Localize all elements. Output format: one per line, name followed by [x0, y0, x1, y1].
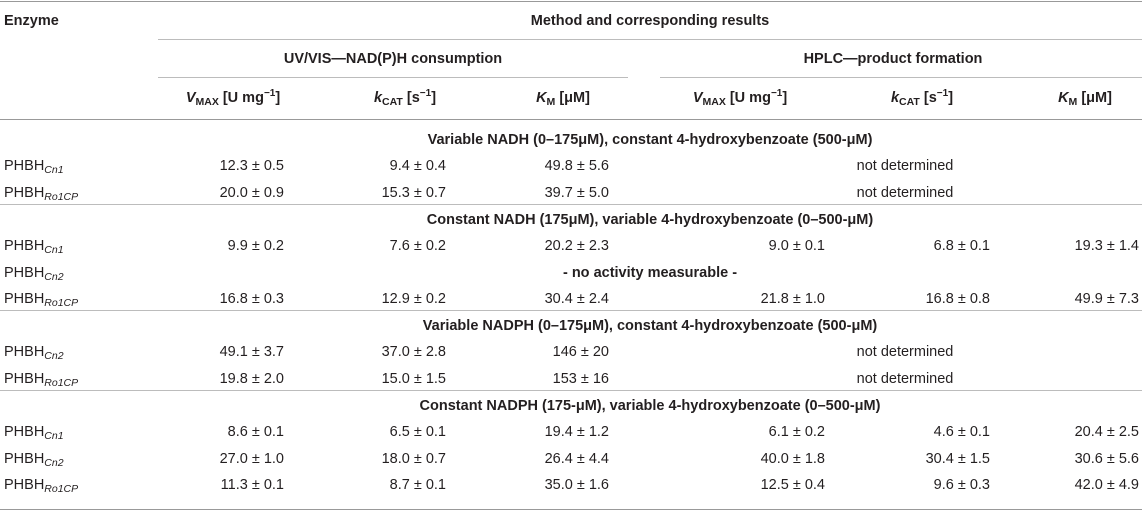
enzyme-base: PHBH	[4, 185, 45, 201]
enzyme-subscript: Cn1	[44, 244, 64, 256]
enzyme-subscript: Ro1CP	[44, 297, 79, 309]
method-header: Method and corresponding results	[530, 13, 770, 29]
col-unit: [μM]	[555, 90, 590, 106]
hplc-underline	[660, 77, 1142, 78]
table-cell: 9.0 ± 0.1	[768, 238, 825, 254]
bottom-rule	[0, 509, 1142, 510]
table-cell: 15.0 ± 1.5	[381, 371, 446, 387]
table-cell: 16.8 ± 0.8	[925, 291, 990, 307]
table-cell: 9.4 ± 0.4	[389, 158, 446, 174]
col-superscript: −1	[263, 88, 276, 99]
section-heading: Constant NADPH (175-μM), variable 4-hydroxybenzoate (0–500-μM)	[419, 398, 881, 414]
enzyme-name	[4, 343, 64, 361]
table-cell: 27.0 ± 1.0	[219, 451, 284, 467]
hplc-header: HPLC—product formation	[803, 51, 983, 67]
col-header-km-uv	[536, 89, 590, 107]
section-heading: Variable NADPH (0–175μM), constant 4-hydroxybenzoate (500-μM)	[422, 318, 878, 334]
col-symbol: k	[373, 90, 383, 106]
table-cell: 19.3 ± 1.4	[1074, 238, 1139, 254]
not-determined-note: not determined	[856, 185, 954, 201]
col-subscript: MAX	[195, 96, 219, 108]
table-cell: 16.8 ± 0.3	[219, 291, 284, 307]
table-cell: 12.9 ± 0.2	[381, 291, 446, 307]
table-cell: 49.9 ± 7.3	[1074, 291, 1139, 307]
table-cell: 18.0 ± 0.7	[381, 451, 446, 467]
enzyme-header: Enzyme	[4, 13, 59, 29]
table-cell: 4.6 ± 0.1	[933, 424, 990, 440]
table-cell: 39.7 ± 5.0	[544, 185, 609, 201]
table-cell: 9.9 ± 0.2	[227, 238, 284, 254]
enzyme-name	[4, 264, 64, 282]
enzyme-name	[4, 476, 78, 494]
col-subscript: CAT	[899, 96, 920, 108]
table-cell: 20.0 ± 0.9	[219, 185, 284, 201]
col-unit-close: ]	[782, 90, 788, 106]
col-header-kcat-hplc	[891, 89, 953, 107]
col-symbol: K	[536, 90, 547, 106]
enzyme-base: PHBH	[4, 158, 45, 174]
col-superscript: −1	[936, 88, 949, 99]
col-header-vmax-uv	[186, 89, 280, 107]
table-cell: 8.6 ± 0.1	[227, 424, 284, 440]
not-determined-note: not determined	[856, 371, 954, 387]
table-cell: 20.2 ± 2.3	[544, 238, 609, 254]
method-underline	[158, 39, 1142, 40]
enzyme-subscript: Ro1CP	[44, 377, 79, 389]
col-unit-close: ]	[275, 90, 281, 106]
top-rule	[0, 1, 1142, 2]
col-subscript: CAT	[382, 96, 403, 108]
enzyme-subscript: Ro1CP	[44, 483, 79, 495]
section-heading: Variable NADH (0–175μM), constant 4-hydroxybenzoate (500-μM)	[427, 132, 873, 148]
enzyme-subscript: Cn2	[44, 457, 64, 469]
table-cell: 30.6 ± 5.6	[1074, 451, 1139, 467]
enzyme-base: PHBH	[4, 424, 45, 440]
section-rule	[0, 390, 1142, 391]
table-cell: 30.4 ± 1.5	[925, 451, 990, 467]
col-superscript: −1	[419, 88, 432, 99]
enzyme-name	[4, 423, 64, 441]
table-cell: 49.1 ± 3.7	[219, 344, 284, 360]
table-cell: 49.8 ± 5.6	[544, 158, 609, 174]
section-heading: Constant NADH (175μM), variable 4-hydroxybenzoate (0–500-μM)	[426, 212, 874, 228]
table-cell: 42.0 ± 4.9	[1074, 477, 1139, 493]
col-subscript: M	[1068, 96, 1078, 108]
col-unit-close: ]	[948, 90, 954, 106]
table-cell: 6.8 ± 0.1	[933, 238, 990, 254]
enzyme-name	[4, 184, 78, 202]
table-cell: 30.4 ± 2.4	[544, 291, 609, 307]
enzyme-base: PHBH	[4, 265, 45, 281]
table-cell: 12.5 ± 0.4	[760, 477, 825, 493]
col-header-kcat-uv	[374, 89, 436, 107]
header-rule	[0, 119, 1142, 120]
col-header-km-hplc	[1058, 89, 1112, 107]
enzyme-subscript: Cn2	[44, 271, 64, 283]
enzyme-base: PHBH	[4, 238, 45, 254]
enzyme-subscript: Cn1	[44, 430, 64, 442]
col-unit: [U mg	[725, 90, 771, 106]
enzyme-name	[4, 237, 64, 255]
table-cell: 153 ± 16	[552, 371, 609, 387]
table-cell: 19.4 ± 1.2	[544, 424, 609, 440]
col-header-vmax-hplc	[693, 89, 787, 107]
table-cell: 15.3 ± 0.7	[381, 185, 446, 201]
enzyme-base: PHBH	[4, 344, 45, 360]
section-rule	[0, 310, 1142, 311]
enzyme-name	[4, 370, 78, 388]
table-cell: 40.0 ± 1.8	[760, 451, 825, 467]
table-cell: 6.1 ± 0.2	[768, 424, 825, 440]
col-unit: [s	[402, 90, 420, 106]
enzyme-base: PHBH	[4, 291, 45, 307]
table-cell: 8.7 ± 0.1	[389, 477, 446, 493]
table-cell: 11.3 ± 0.1	[220, 477, 284, 493]
col-unit: [U mg	[218, 90, 264, 106]
uvvis-underline	[158, 77, 628, 78]
enzyme-subscript: Ro1CP	[44, 191, 79, 203]
col-unit-close: ]	[431, 90, 437, 106]
uvvis-header: UV/VIS—NAD(P)H consumption	[283, 51, 503, 67]
table-cell: 19.8 ± 2.0	[219, 371, 284, 387]
enzyme-subscript: Cn2	[44, 350, 64, 362]
col-subscript: M	[546, 96, 556, 108]
col-symbol: V	[692, 90, 703, 106]
section-rule	[0, 204, 1142, 205]
enzyme-base: PHBH	[4, 371, 45, 387]
enzyme-base: PHBH	[4, 477, 45, 493]
table-cell: 21.8 ± 1.0	[760, 291, 825, 307]
col-subscript: MAX	[702, 96, 726, 108]
table-cell: 6.5 ± 0.1	[389, 424, 446, 440]
table-cell: 9.6 ± 0.3	[933, 477, 990, 493]
table-cell: 35.0 ± 1.6	[544, 477, 609, 493]
col-symbol: V	[185, 90, 196, 106]
table-cell: 146 ± 20	[552, 344, 609, 360]
col-symbol: k	[890, 90, 900, 106]
table-cell: 26.4 ± 4.4	[544, 451, 609, 467]
table-cell: 7.6 ± 0.2	[389, 238, 446, 254]
table-cell: 37.0 ± 2.8	[381, 344, 446, 360]
not-determined-note: not determined	[856, 158, 954, 174]
col-symbol: K	[1058, 90, 1069, 106]
no-activity-note: - no activity measurable -	[562, 265, 738, 281]
col-superscript: −1	[770, 88, 783, 99]
col-unit: [μM]	[1077, 90, 1112, 106]
enzyme-subscript: Cn1	[44, 164, 64, 176]
enzyme-name	[4, 290, 78, 308]
enzyme-name	[4, 450, 64, 468]
enzyme-base: PHBH	[4, 451, 45, 467]
table-cell: 20.4 ± 2.5	[1074, 424, 1139, 440]
enzyme-name	[4, 157, 64, 175]
not-determined-note: not determined	[856, 344, 954, 360]
col-unit: [s	[919, 90, 937, 106]
table-cell: 12.3 ± 0.5	[219, 158, 284, 174]
